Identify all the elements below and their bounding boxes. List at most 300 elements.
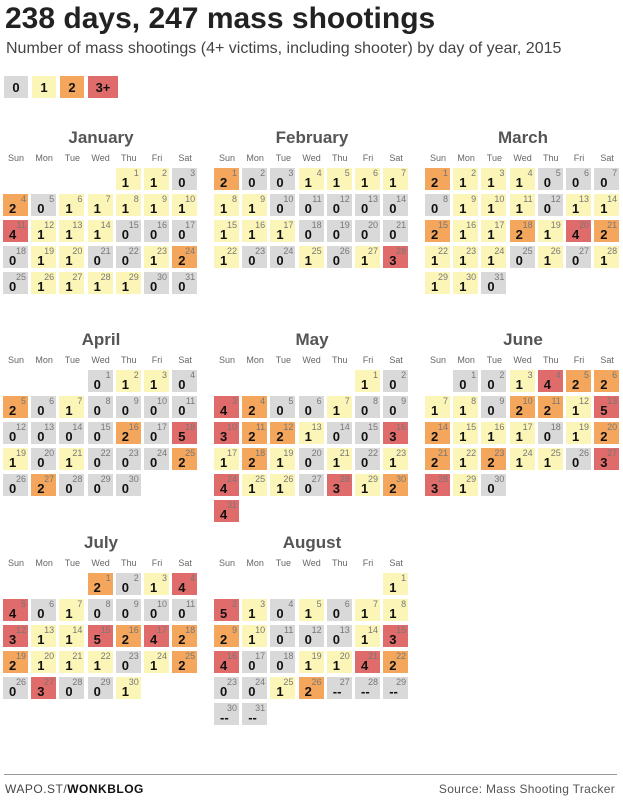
shooting-count: 0 <box>178 175 186 190</box>
weekday-label: Sat <box>600 355 614 365</box>
day-cell <box>327 396 352 418</box>
shooting-count: 4 <box>220 507 228 522</box>
day-cell <box>88 474 113 496</box>
weekday-label: Sat <box>178 355 192 365</box>
day-cell <box>214 703 239 725</box>
shooting-count: 1 <box>361 481 369 496</box>
day-cell <box>242 703 267 725</box>
shooting-count: 1 <box>487 201 495 216</box>
day-number: 17 <box>255 651 266 661</box>
legend-item-2: 2 <box>60 76 84 98</box>
day-cell <box>59 651 84 673</box>
day-cell <box>172 370 197 392</box>
day-number: 25 <box>522 246 533 256</box>
shooting-count: 1 <box>459 227 467 242</box>
shooting-count: 1 <box>150 658 158 673</box>
day-cell <box>144 370 169 392</box>
day-cell <box>299 168 324 190</box>
day-cell <box>116 246 141 268</box>
day-cell <box>31 396 56 418</box>
day-number: 4 <box>260 396 266 406</box>
day-cell <box>453 220 478 242</box>
day-number: 3 <box>260 599 266 609</box>
day-number: 12 <box>283 422 294 432</box>
shooting-count: 0 <box>304 481 312 496</box>
shooting-count: 0 <box>178 377 186 392</box>
day-cell <box>59 474 84 496</box>
day-number: 29 <box>396 677 407 687</box>
day-cell <box>144 396 169 418</box>
day-number: 1 <box>442 168 448 178</box>
day-number: 21 <box>72 651 83 661</box>
shooting-count: 0 <box>121 403 130 418</box>
shooting-count: 0 <box>220 684 228 699</box>
shooting-count: 2 <box>389 481 397 496</box>
weekday-label: Sun <box>7 153 24 163</box>
shooting-count: 2 <box>93 580 101 595</box>
day-cell <box>453 194 478 216</box>
shooting-count: 0 <box>304 403 312 418</box>
day-number: 13 <box>72 220 83 230</box>
day-number: 13 <box>44 625 55 635</box>
shooting-count: 0 <box>361 429 369 444</box>
shooting-count: 3 <box>389 632 397 647</box>
day-number: 14 <box>72 422 83 432</box>
footer-credit <box>5 782 144 796</box>
day-cell <box>116 220 141 242</box>
weekday-label: Wed <box>302 153 321 163</box>
day-cell <box>355 396 380 418</box>
day-number: 9 <box>401 396 407 406</box>
shooting-count: 0 <box>459 377 467 392</box>
shooting-count: 0 <box>65 684 73 699</box>
shooting-count: 1 <box>332 175 341 190</box>
shooting-count: 0 <box>304 201 312 216</box>
day-cell <box>510 370 535 392</box>
day-number: 15 <box>226 220 237 230</box>
shooting-count: -- <box>248 710 257 725</box>
shooting-count: 1 <box>487 253 495 268</box>
day-number: 11 <box>312 194 322 204</box>
day-cell <box>144 246 169 268</box>
day-number: 26 <box>311 677 322 687</box>
day-number: 1 <box>231 168 237 178</box>
day-cell <box>214 625 239 647</box>
day-number: 8 <box>231 194 237 204</box>
day-cell <box>116 677 141 699</box>
shooting-count: 5 <box>178 429 186 444</box>
shooting-count: 1 <box>93 658 101 673</box>
shooting-count: 1 <box>93 201 101 216</box>
day-cell <box>355 651 380 673</box>
day-number: 26 <box>15 677 26 687</box>
day-number: 25 <box>283 677 294 687</box>
weekday-label: Sun <box>218 153 235 163</box>
shooting-count: 0 <box>600 175 608 190</box>
shooting-count: 1 <box>543 253 552 268</box>
day-cell <box>327 474 352 496</box>
day-number: 5 <box>288 396 294 406</box>
day-cell <box>116 448 141 470</box>
day-cell <box>538 168 563 190</box>
shooting-count: 1 <box>220 227 228 242</box>
shooting-count: 1 <box>248 632 256 647</box>
footer-credit-bold: WONKBLOG <box>67 782 144 796</box>
day-cell <box>566 396 591 418</box>
day-number: 12 <box>311 625 322 635</box>
day-cell <box>88 625 113 647</box>
day-cell <box>425 396 450 418</box>
day-cell <box>481 272 506 294</box>
shooting-count: 1 <box>600 253 608 268</box>
day-cell <box>481 396 506 418</box>
shooting-count: 0 <box>572 175 580 190</box>
day-number: 1 <box>401 573 407 583</box>
day-number: 26 <box>550 246 561 256</box>
day-cell <box>144 651 169 673</box>
day-number: 14 <box>437 422 448 432</box>
day-number: 2 <box>499 370 505 380</box>
shooting-count: 0 <box>332 429 341 444</box>
shooting-count: 4 <box>220 403 228 418</box>
weekday-label: Sat <box>178 558 192 568</box>
shooting-count: 1 <box>121 201 130 216</box>
shooting-count: 1 <box>65 606 73 621</box>
day-number: 15 <box>367 422 378 432</box>
month-title-january: January <box>68 128 134 147</box>
day-cell <box>355 194 380 216</box>
shooting-count: 0 <box>248 684 256 699</box>
day-number: 27 <box>339 677 350 687</box>
weekday-label: Fri <box>573 153 585 163</box>
day-number: 12 <box>44 220 55 230</box>
shooting-count: 0 <box>93 429 101 444</box>
day-cell <box>327 220 352 242</box>
day-number: 3 <box>499 168 505 178</box>
shooting-count: 0 <box>389 201 397 216</box>
day-cell <box>538 422 563 444</box>
shooting-count: 1 <box>248 481 256 496</box>
day-cell <box>88 272 113 294</box>
day-number: 19 <box>283 448 294 458</box>
weekday-label: Fri <box>362 558 374 568</box>
day-number: 24 <box>226 474 237 484</box>
weekday-label: Wed <box>513 153 532 163</box>
day-cell <box>59 220 84 242</box>
day-cell <box>88 448 113 470</box>
shooting-count: 0 <box>515 253 523 268</box>
day-number: 3 <box>288 168 294 178</box>
day-number: 3 <box>161 573 167 583</box>
day-cell <box>425 168 450 190</box>
day-cell <box>327 651 352 673</box>
weekday-label: Sun <box>7 355 24 365</box>
day-cell <box>172 168 197 190</box>
day-cell <box>88 422 113 444</box>
legend-item-1: 1 <box>32 76 56 98</box>
day-cell <box>481 168 506 190</box>
day-number: 1 <box>372 370 378 380</box>
day-cell <box>453 246 478 268</box>
day-cell <box>594 220 619 242</box>
day-cell <box>510 246 535 268</box>
day-number: 15 <box>466 422 477 432</box>
day-cell <box>242 448 267 470</box>
weekday-label: Wed <box>513 355 532 365</box>
day-number: 11 <box>16 220 26 230</box>
weekday-label: Tue <box>64 355 80 365</box>
shooting-count: 0 <box>65 481 73 496</box>
day-number: 2 <box>260 168 266 178</box>
weekday-label: Sun <box>429 355 446 365</box>
day-number: 21 <box>607 220 618 230</box>
day-number: 16 <box>128 625 139 635</box>
day-cell <box>172 651 197 673</box>
day-number: 9 <box>499 396 505 406</box>
weekday-label: Sat <box>178 153 192 163</box>
day-cell <box>31 599 56 621</box>
day-cell <box>116 194 141 216</box>
day-number: 9 <box>161 194 167 204</box>
shooting-count: 2 <box>389 658 397 673</box>
day-cell <box>3 396 28 418</box>
day-cell <box>172 448 197 470</box>
shooting-count: 1 <box>361 606 369 621</box>
weekday-label: Wed <box>302 355 321 365</box>
shooting-count: 0 <box>178 279 186 294</box>
day-cell <box>214 448 239 470</box>
day-number: 6 <box>77 194 83 204</box>
day-cell <box>144 599 169 621</box>
day-number: 20 <box>607 422 618 432</box>
shooting-count: 0 <box>332 606 341 621</box>
shooting-count: 2 <box>572 377 580 392</box>
month-title-august: August <box>282 533 342 552</box>
day-number: 7 <box>372 599 378 609</box>
day-cell <box>116 625 141 647</box>
shooting-count: 1 <box>304 429 312 444</box>
month-title-may: May <box>295 330 329 349</box>
day-number: 20 <box>44 651 55 661</box>
shooting-count: 0 <box>150 606 158 621</box>
day-cell <box>59 448 84 470</box>
day-cell <box>31 625 56 647</box>
day-number: 6 <box>372 168 378 178</box>
day-cell <box>270 448 295 470</box>
shooting-count: 1 <box>361 632 369 647</box>
weekday-label: Mon <box>457 355 475 365</box>
chart-subtitle: Number of mass shootings (4+ victims, including shooter) by day of year, 2015 <box>6 40 562 57</box>
shooting-count: 1 <box>361 253 369 268</box>
footer-credit-prefix: WAPO.ST/ <box>5 782 68 796</box>
shooting-count: 1 <box>459 429 467 444</box>
day-cell <box>594 246 619 268</box>
day-cell <box>299 599 324 621</box>
day-cell <box>538 246 563 268</box>
day-number: 10 <box>283 194 294 204</box>
weekday-label: Fri <box>362 355 374 365</box>
day-cell <box>270 220 295 242</box>
day-number: 20 <box>339 651 350 661</box>
day-cell <box>144 422 169 444</box>
day-number: 5 <box>555 168 561 178</box>
day-cell <box>88 370 113 392</box>
shooting-count: 2 <box>248 403 256 418</box>
weekday-label: Mon <box>457 153 475 163</box>
day-number: 22 <box>437 246 448 256</box>
day-number: 29 <box>100 677 111 687</box>
shooting-count: 1 <box>459 175 467 190</box>
weekday-label: Thu <box>543 153 559 163</box>
day-number: 27 <box>72 272 83 282</box>
day-cell <box>144 194 169 216</box>
day-cell <box>453 474 478 496</box>
day-number: 14 <box>396 194 407 204</box>
shooting-count: 2 <box>600 377 608 392</box>
weekday-label: Tue <box>486 355 502 365</box>
shooting-count: -- <box>220 710 229 725</box>
shooting-count: 1 <box>431 253 439 268</box>
day-number: 7 <box>401 168 407 178</box>
weekday-label: Sun <box>218 558 235 568</box>
day-cell <box>242 677 267 699</box>
day-number: 20 <box>311 448 322 458</box>
shooting-count: 2 <box>543 403 552 418</box>
day-number: 25 <box>185 651 196 661</box>
shooting-count: 4 <box>9 606 17 621</box>
day-cell <box>31 246 56 268</box>
day-number: 1 <box>133 168 139 178</box>
day-cell <box>566 246 591 268</box>
day-number: 22 <box>466 448 477 458</box>
day-number: 4 <box>555 370 561 380</box>
day-number: 8 <box>133 194 139 204</box>
day-cell <box>59 272 84 294</box>
weekday-label: Sat <box>389 355 403 365</box>
day-number: 23 <box>494 448 505 458</box>
day-cell <box>270 599 295 621</box>
day-cell <box>172 272 197 294</box>
day-cell <box>383 194 408 216</box>
day-cell <box>299 396 324 418</box>
shooting-count: 1 <box>431 279 439 294</box>
day-cell <box>242 599 267 621</box>
day-number: 28 <box>396 246 407 256</box>
day-number: 30 <box>128 474 139 484</box>
day-cell <box>144 625 169 647</box>
day-number: 18 <box>185 422 196 432</box>
chart-title: 238 days, 247 mass shootings <box>5 2 436 35</box>
day-cell <box>242 220 267 242</box>
day-cell <box>425 448 450 470</box>
shooting-count: 1 <box>459 455 467 470</box>
day-cell <box>144 220 169 242</box>
weekday-label: Tue <box>275 153 291 163</box>
day-number: 21 <box>72 448 83 458</box>
day-number: 31 <box>255 703 266 713</box>
shooting-count: 0 <box>121 580 130 595</box>
legend-item-0: 0 <box>4 76 28 98</box>
shooting-count: 0 <box>9 429 17 444</box>
day-number: 26 <box>339 246 350 256</box>
shooting-count: 0 <box>572 253 580 268</box>
day-cell <box>327 194 352 216</box>
day-cell <box>59 396 84 418</box>
shooting-count: 1 <box>572 201 580 216</box>
shooting-count: 0 <box>276 632 284 647</box>
shooting-count: 0 <box>150 429 158 444</box>
day-cell <box>299 422 324 444</box>
day-cell <box>481 194 506 216</box>
day-number: 2 <box>133 573 139 583</box>
day-cell <box>242 422 267 444</box>
day-cell <box>214 396 239 418</box>
shooting-count: 0 <box>150 227 158 242</box>
shooting-count: 4 <box>361 658 369 673</box>
day-cell <box>355 370 380 392</box>
day-cell <box>594 194 619 216</box>
day-cell <box>355 448 380 470</box>
day-cell <box>453 272 478 294</box>
day-number: 25 <box>185 448 196 458</box>
day-number: 24 <box>255 677 266 687</box>
day-cell <box>31 272 56 294</box>
shooting-count: 2 <box>9 403 17 418</box>
day-cell <box>383 599 408 621</box>
weekday-label: Mon <box>246 355 264 365</box>
shooting-count: 1 <box>459 201 467 216</box>
shooting-count: 0 <box>276 201 284 216</box>
shooting-count: 0 <box>93 606 101 621</box>
day-cell <box>270 474 295 496</box>
day-number: 29 <box>367 474 378 484</box>
day-cell <box>144 168 169 190</box>
day-number: 10 <box>156 599 167 609</box>
shooting-count: 1 <box>389 175 397 190</box>
day-number: 1 <box>105 573 111 583</box>
day-number: 3 <box>161 370 167 380</box>
day-number: 12 <box>15 422 26 432</box>
day-number: 30 <box>128 677 139 687</box>
day-number: 5 <box>583 370 589 380</box>
day-number: 24 <box>494 246 505 256</box>
day-number: 2 <box>401 370 407 380</box>
shooting-count: 1 <box>65 632 73 647</box>
day-number: 7 <box>442 396 448 406</box>
day-number: 6 <box>316 396 322 406</box>
day-number: 16 <box>466 220 477 230</box>
day-cell <box>172 422 197 444</box>
day-cell <box>172 194 197 216</box>
day-cell <box>116 573 141 595</box>
day-number: 5 <box>344 168 350 178</box>
day-number: 11 <box>523 194 533 204</box>
shooting-count: 0 <box>93 684 101 699</box>
day-number: 29 <box>100 474 111 484</box>
weekday-label: Sun <box>429 153 446 163</box>
weekday-label: Fri <box>362 153 374 163</box>
day-cell <box>116 370 141 392</box>
day-number: 27 <box>44 677 55 687</box>
shooting-count: 1 <box>37 632 45 647</box>
day-cell <box>383 246 408 268</box>
shooting-count: 4 <box>572 227 580 242</box>
day-number: 7 <box>77 599 83 609</box>
day-cell <box>327 168 352 190</box>
day-cell <box>59 194 84 216</box>
day-number: 3 <box>527 370 533 380</box>
shooting-count: 1 <box>121 684 130 699</box>
